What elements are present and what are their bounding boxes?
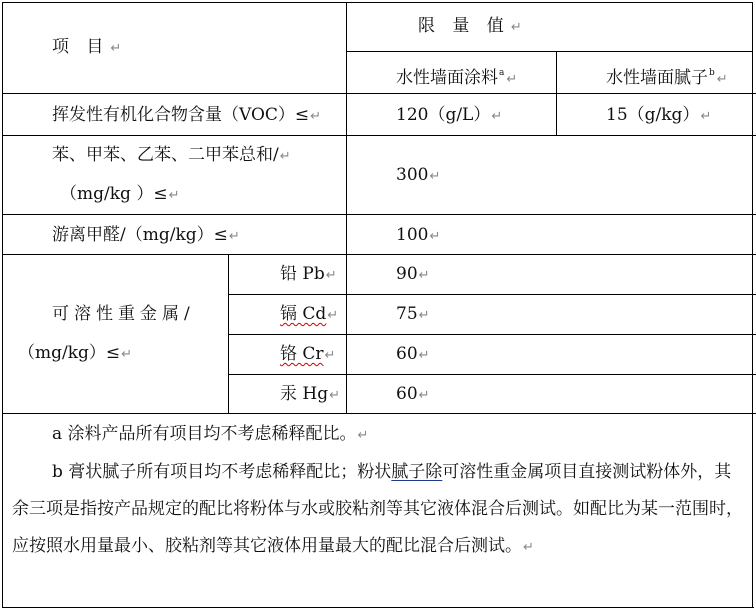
metal-mercury-value: 60↵ [396,384,430,404]
note-a: a 涂料产品所有项目均不考虑稀释配比。↵ [52,424,369,444]
notes-block [12,416,747,566]
row-divider [2,214,756,215]
note-b: b 膏状腻子所有项目均不考虑稀释配比；粉状腻子除可溶性重金属项目直接测试粉体外，其余三项是指按产品规定的配比将粉体与水或胶粘剂等其它液体混合后测试。如配比为某一范围时，应按照水用量最小、胶粘剂等其它液体用量最大的配比混合后测试。↵ [12,462,743,556]
row-divider [228,294,756,295]
metal-chromium-value: 60↵ [396,344,430,364]
benzene-unit: （mg/kg ）≤↵ [60,184,180,204]
benzene-value: 300↵ [396,165,441,185]
metal-lead-name: 铅 Pb↵ [280,264,337,284]
benzene-label: 苯、甲苯、乙苯、二甲苯总和/↵ [52,145,291,165]
metal-cadmium-name: 镉 Cd↵ [280,304,339,324]
row-divider [2,135,756,136]
row-divider [2,93,756,94]
table-border-left [2,2,3,608]
voc-putty-value: 15（g/kg）↵ [606,105,712,125]
header-limit: 限 量 值↵ [418,16,528,36]
voc-paint-value: 120（g/L）↵ [396,105,503,125]
metal-chromium-name: 铬 Cr↵ [280,344,336,364]
metal-cadmium-value: 75↵ [396,304,430,324]
header-divider [346,51,752,52]
row-divider [2,413,756,414]
column-divider [228,254,229,413]
table-border-right [752,2,753,608]
voc-label: 挥发性有机化合物含量（VOC）≤↵ [52,105,322,125]
column-divider [556,51,557,135]
header-putty: 水性墙面腻子$^b$ ↵ [606,68,728,88]
row-divider [2,254,756,255]
formaldehyde-label: 游离甲醛/（mg/kg）≤↵ [52,225,240,245]
header-item: 项 目↵ [52,37,128,57]
heavy-metals-unit: （mg/kg）≤↵ [18,343,133,363]
metal-mercury-name: 汞 Hg↵ [280,384,341,404]
column-divider [346,2,347,413]
formaldehyde-value: 100↵ [396,225,441,245]
note-b-link[interactable]: 腻子除 [391,462,443,482]
table-border-bottom [2,607,754,608]
row-divider [228,374,756,375]
table-border-top [2,2,752,3]
heavy-metals-label: 可溶性重金属/ [52,304,195,324]
metal-lead-value: 90↵ [396,264,430,284]
row-divider [228,334,756,335]
header-paint: 水性墙面涂料$^a$ ↵ [396,68,518,88]
